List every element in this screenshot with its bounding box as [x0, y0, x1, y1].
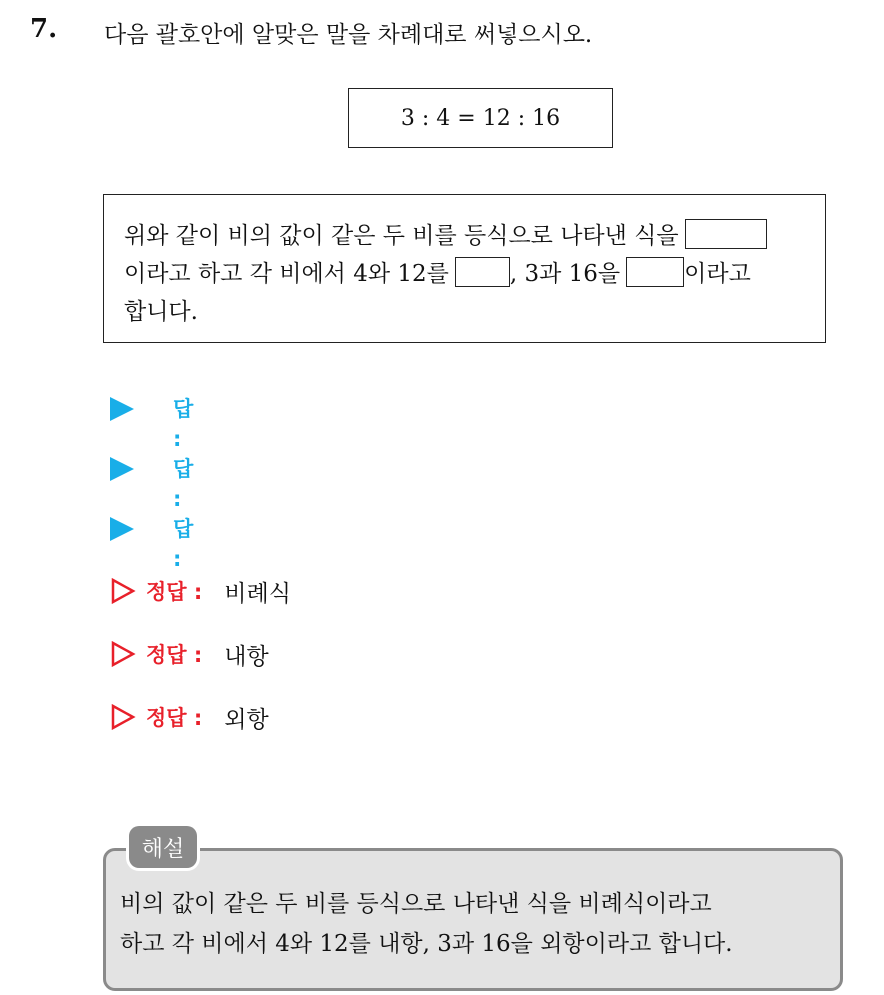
correct-row-3: [110, 702, 269, 732]
correct-label: 정답 :: [146, 643, 203, 667]
outline-triangle-icon: [110, 704, 136, 730]
filled-triangle-icon: [110, 457, 134, 481]
answer-label: 답 :: [173, 397, 194, 451]
problem-text-1: 위와 같이 비의 값이 같은 두 비를 등식으로 나타낸 식을: [124, 223, 679, 249]
outline-triangle-icon: [110, 578, 136, 604]
explanation-line-1: 비의 값이 같은 두 비를 등식으로 나타낸 식을 비례식이라고: [120, 891, 712, 917]
question-text: 다음 괄호안에 알맞은 말을 차례대로 써넣으시오.: [104, 22, 593, 48]
answer-label: 답 :: [173, 457, 194, 511]
explanation-box: [103, 848, 843, 991]
problem-text-2c: 이라고: [684, 261, 751, 287]
problem-text-3: 합니다.: [124, 299, 198, 325]
correct-row-2: [110, 639, 269, 669]
correct-row-1: [110, 576, 291, 606]
filled-triangle-icon: [110, 517, 134, 541]
problem-line-1: [124, 217, 767, 250]
blank-2[interactable]: [455, 257, 510, 287]
answer-row-1[interactable]: [110, 394, 194, 451]
ratio-expression: 3 : 4 = 12 : 16: [400, 105, 561, 131]
problem-line-3: [124, 293, 198, 326]
problem-line-2: [124, 255, 751, 288]
outline-triangle-icon: [110, 641, 136, 667]
correct-value: 외항: [224, 706, 269, 733]
filled-triangle-icon: [110, 397, 134, 421]
correct-label: 정답 :: [146, 580, 203, 604]
blank-3[interactable]: [626, 257, 684, 287]
answer-row-2[interactable]: [110, 454, 194, 511]
problem-text-2b: , 3과 16을: [509, 261, 621, 287]
answer-row-3[interactable]: [110, 514, 194, 571]
question-number: 7.: [30, 14, 58, 44]
correct-label: 정답 :: [146, 706, 203, 730]
blank-1[interactable]: [685, 219, 767, 249]
answer-label: 답 :: [173, 517, 194, 571]
problem-text-2a: 이라고 하고 각 비에서 4와 12를: [124, 261, 449, 287]
explanation-line-2: 하고 각 비에서 4와 12를 내항, 3과 16을 외항이라고 합니다.: [120, 931, 733, 957]
ratio-box: [348, 88, 613, 148]
correct-value: 비례식: [224, 580, 291, 607]
explanation-tab: 해설: [129, 826, 197, 868]
problem-box: [103, 194, 826, 343]
correct-value: 내항: [224, 643, 269, 670]
